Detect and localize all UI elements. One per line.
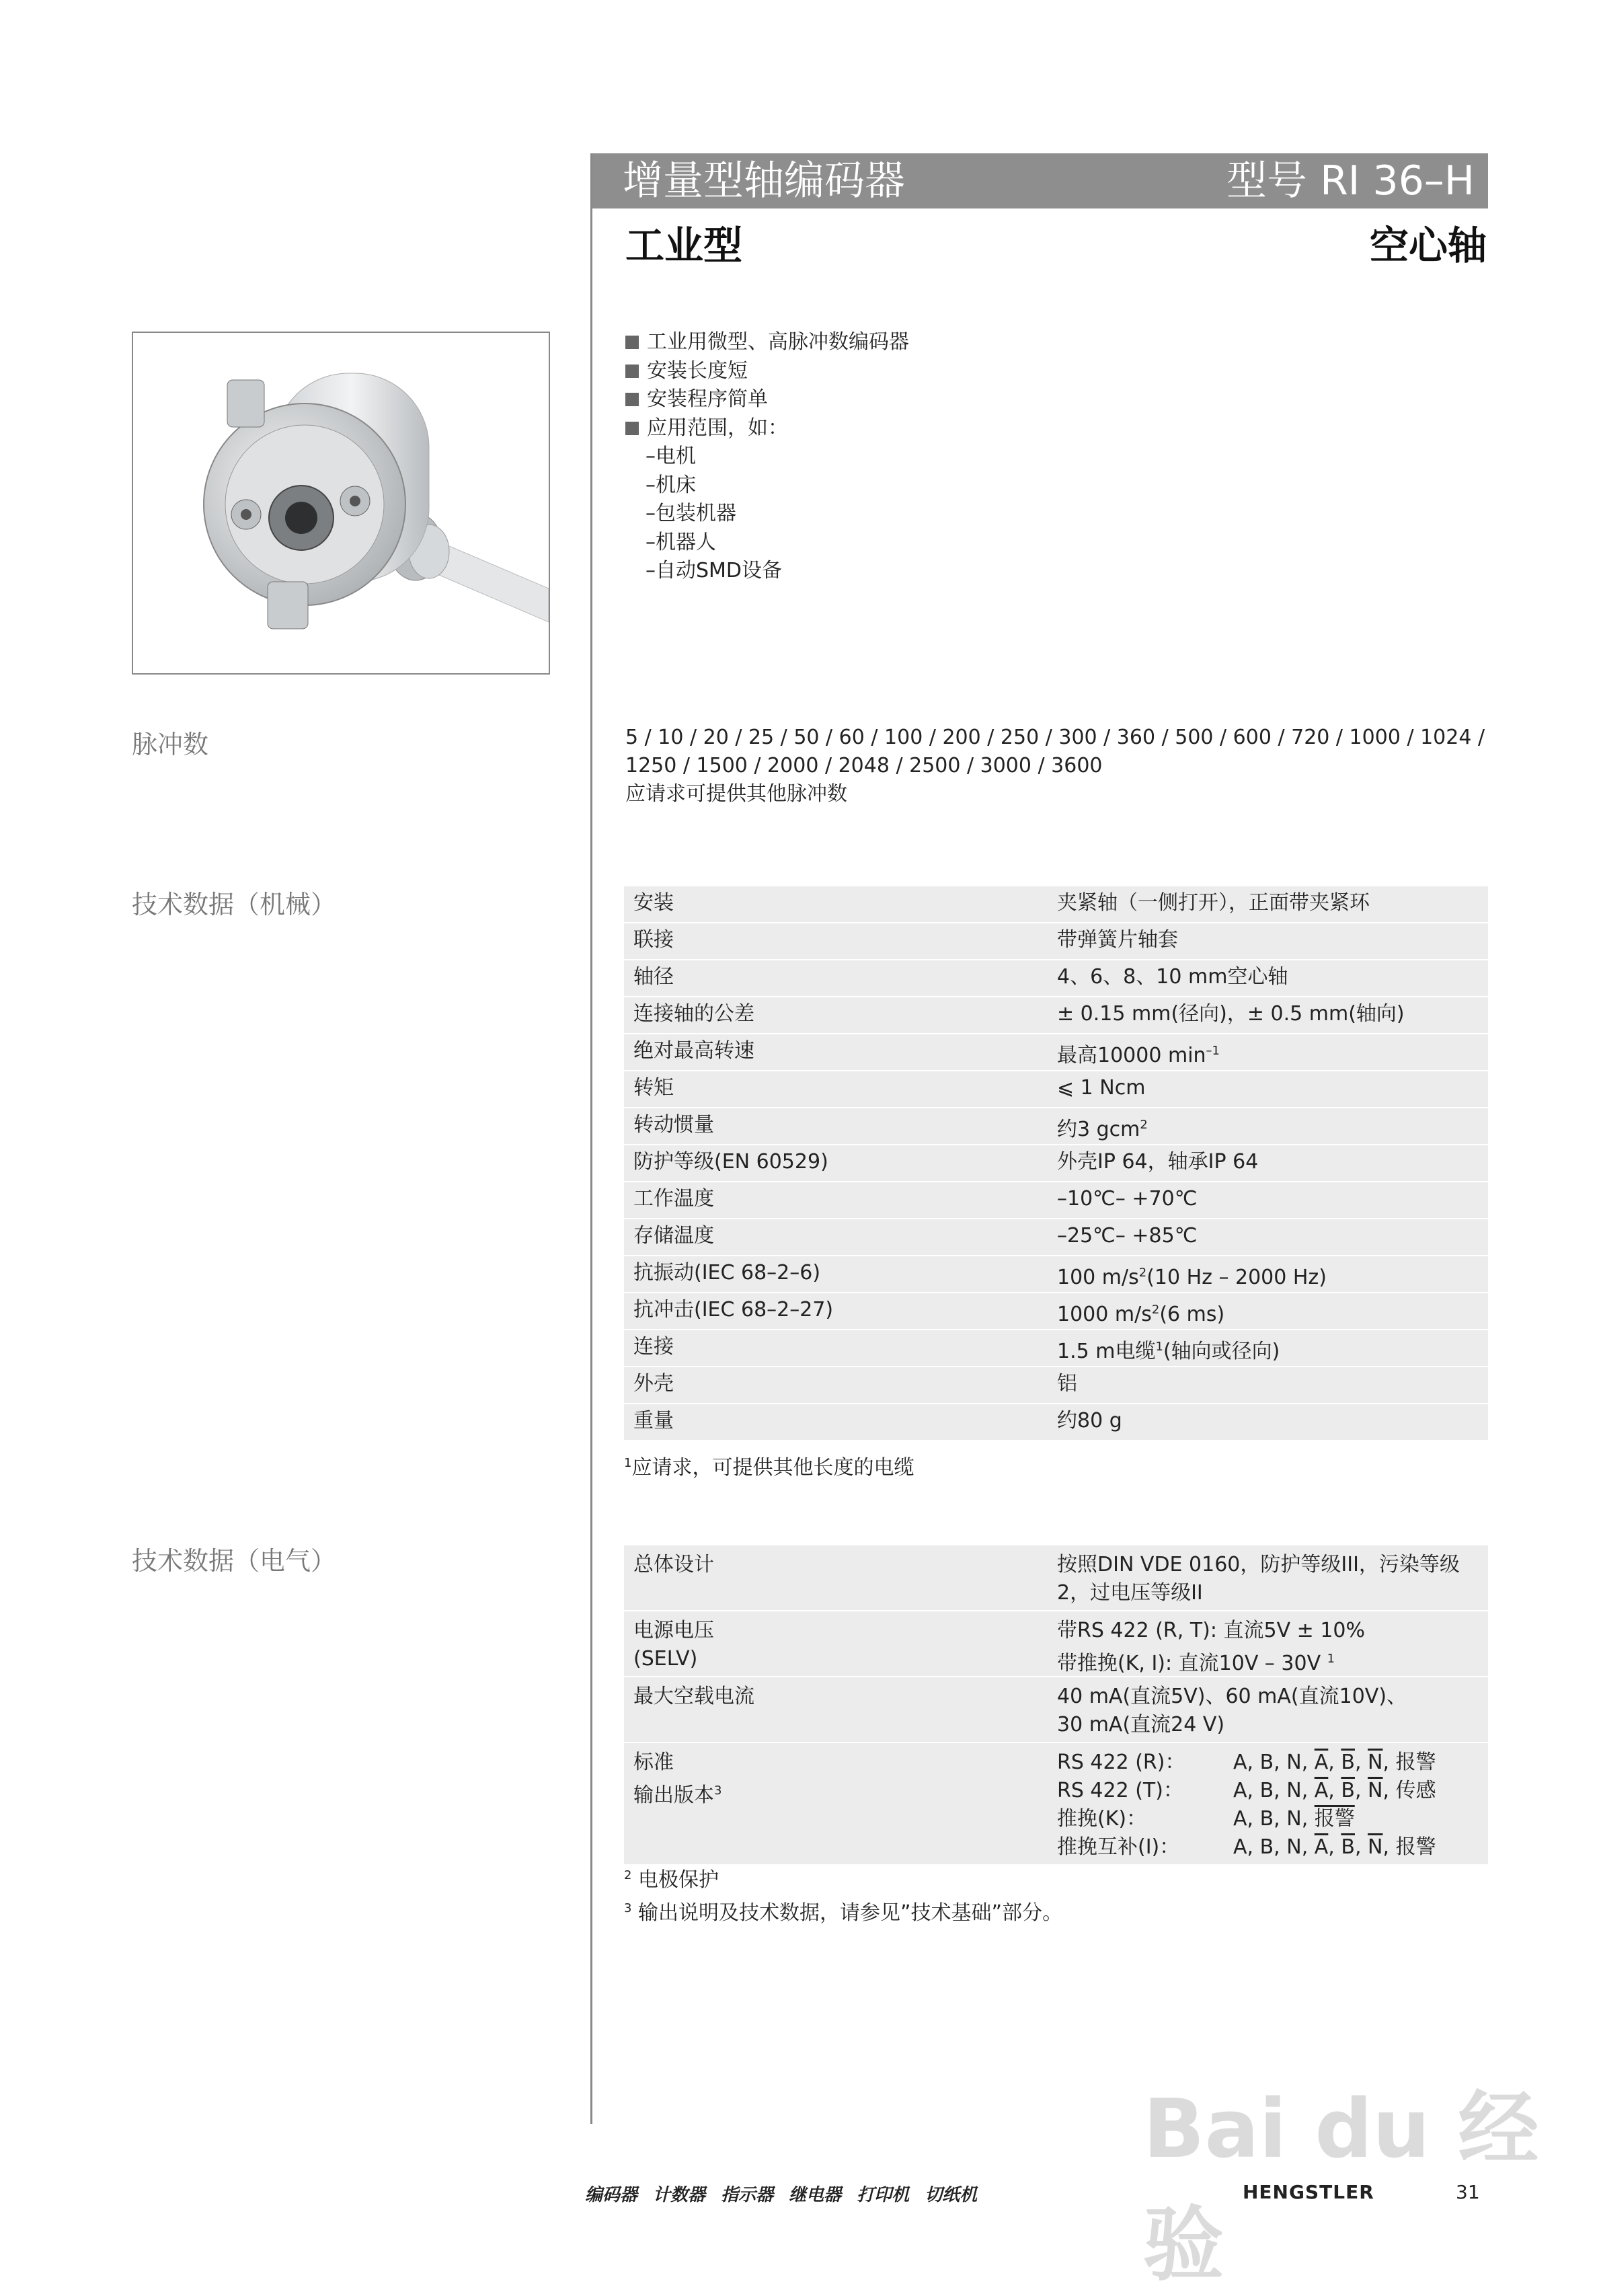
spec-value: –25℃– +85℃ [1057,1224,1198,1248]
spec-value: 1000 $m/s^2(6$ ms) [1057,1303,1225,1326]
model-number: 型号 RI 36–H [1226,157,1475,204]
application-item: –机器人 [646,530,716,554]
spec-value: ± 0.15 mm(径向)，± 0.5 mm(轴向) [1057,1002,1405,1026]
section-label-pulse: 脉冲数 [132,730,209,759]
spec-key: 联接 [633,928,674,952]
spec-key: 转矩 [633,1076,674,1100]
square-bullet-icon [625,422,639,435]
spec-value: 外壳IP 64，轴承IP 64 [1057,1150,1259,1174]
spec-key: 安装 [633,891,674,915]
page-title: 增量型轴编码器 [623,157,905,204]
spec-value: 100 $m/s^2(10$ Hz – 2000 Hz) [1057,1266,1327,1289]
application-item: –电机 [646,445,696,468]
table-row [624,923,1488,960]
spec-value: –10℃– +70℃ [1057,1187,1198,1211]
spec-value: 最高10000 $\min^{-1}$ [1057,1044,1220,1067]
feature-item: 安装长度短 [625,357,909,386]
table-row [624,1182,1488,1219]
application-item: –自动SMD设备 [646,559,783,582]
table-row [624,1404,1488,1441]
pulse-counts: 5 / 10 / 20 / 25 / 50 / 60 / 100 / 200 / 250 / 300 / 360 / 500 / 600 / 720 / 1000 / 1024 / 1250 / 1500 / 2000 / 2048 / 2500 / 3000 / 3600 应请求可提供其他脉冲数 [625,724,1499,808]
encoder-illustration [133,333,549,673]
table-row [624,960,1488,997]
mechanical-spec-table [624,886,1488,1441]
spec-key: 重量 [633,1409,674,1432]
spec-value: 约80 g [1057,1409,1122,1432]
subtitle-shaft: 空心轴 [1369,223,1487,268]
spec-value: 铝 [1057,1372,1077,1395]
footer-categories: 编码器 计数器 指示器 继电器 打印机 切纸机 [585,2185,978,2205]
page-number: 31 [1456,2181,1480,2203]
square-bullet-icon [625,336,639,349]
pulse-note: 应请求可提供其他脉冲数 [625,782,847,806]
feature-item: 工业用微型、高脉冲数编码器 [625,328,909,357]
spec-value: ⩽ 1 Ncm [1057,1076,1146,1100]
table-row: 最大空载电流 40 mA(直流5V)、60 mA(直流10V)、 30 mA(直流24 V) [624,1677,1488,1743]
table-row [624,1367,1488,1404]
table-row: 电源电压 (SELV) 带RS 422 (R, T): 直流5V ± 10% 带推挽(K, I): 直流10V – 30V $^1$ [624,1611,1488,1677]
spec-key: 绝对最高转速 [633,1039,754,1063]
brand-name: HENGSTLER [1243,2181,1374,2203]
table-row [624,1108,1488,1145]
mechanical-footnote: $^1$应请求，可提供其他长度的电缆 [624,1456,914,1480]
output-version-line: RS 422 (T)： A, B, N, $\overline{A}$, $\overline{B}$, $\overline{N}$, 传感 [1057,1779,1436,1802]
spec-key: 工作温度 [633,1187,714,1211]
feature-item: 应用范围，如： [625,414,909,443]
spec-key: 存储温度 [633,1224,714,1248]
spec-value: 4、6、8、10 mm空心轴 [1057,965,1288,989]
feature-item: 安装程序简单 [625,385,909,414]
table-row [624,1071,1488,1108]
subtitle-type: 工业型 [625,223,743,268]
product-image [132,332,550,675]
table-row [624,1330,1488,1367]
square-bullet-icon [625,365,639,378]
spec-key: 抗冲击(IEC 68–2–27) [633,1298,834,1322]
electrical-footnotes: $^2$ 电极保护 $^3$ 输出说明及技术数据，请参见”技术基础”部分。 [624,1868,1063,1925]
section-label-electrical: 技术数据（电气） [132,1546,337,1576]
vertical-divider [590,153,592,2124]
table-row [624,997,1488,1034]
application-item: –包装机器 [646,502,736,525]
spec-key: 连接轴的公差 [633,1002,754,1026]
spec-value: 约3 gcm$^2$ [1057,1118,1148,1141]
watermark: Bai du 经验 [1143,2083,1539,2292]
table-row [624,1145,1488,1182]
table-row: 总体设计 按照DIN VDE 0160，防护等级III，污染等级 2，过电压等级II [624,1545,1488,1611]
table-row [624,1293,1488,1330]
spec-value: 夹紧轴（一侧打开），正面带夹紧环 [1057,891,1370,915]
feature-list [625,328,909,586]
application-item: –机床 [646,473,696,497]
section-label-mechanical: 技术数据（机械） [132,890,337,919]
table-row [624,1219,1488,1256]
table-row [624,886,1488,923]
spec-key: 轴径 [633,965,674,989]
spec-key: 防护等级(EN 60529) [633,1150,828,1174]
spec-value: 带弹簧片轴套 [1057,928,1178,952]
table-row: 标准 输出版本$^3$ RS 422 (R)： A, B, N, $\overline{A}$, $\overline{B}$, $\overline{N}$, 报警 RS 422 (T)： A, B, N, $\overline{A}$, $\overline{B}$, $\overline{N}$, 传感 推挽(K)： A, B, N, 报警 推挽互补(I)： A, B, N, $\overline{A}$, $\overline{B}$, $\overline{N}$, 报警 [624,1743,1488,1866]
title-bar [590,153,1488,208]
square-bullet-icon [625,393,639,406]
output-version-line: 推挽互补(I)： A, B, N, $\overline{A}$, $\overline{B}$, $\overline{N}$, 报警 [1057,1835,1436,1859]
output-versions [1057,1749,1481,1862]
spec-key: 抗振动(IEC 68–2–6) [633,1261,821,1285]
spec-key: 连接 [633,1335,674,1359]
output-version-line: 推挽(K)： A, B, N, 报警 [1057,1807,1355,1831]
table-row [624,1034,1488,1071]
electrical-spec-table [624,1545,1488,1866]
spec-key: 转动惯量 [633,1113,714,1137]
output-version-line: RS 422 (R)： A, B, N, $\overline{A}$, $\overline{B}$, $\overline{N}$, 报警 [1057,1751,1436,1774]
spec-value: 1.5 m电缆$^1$(轴向或径向) [1057,1340,1280,1363]
table-row [624,1256,1488,1293]
spec-key: 外壳 [633,1372,674,1395]
